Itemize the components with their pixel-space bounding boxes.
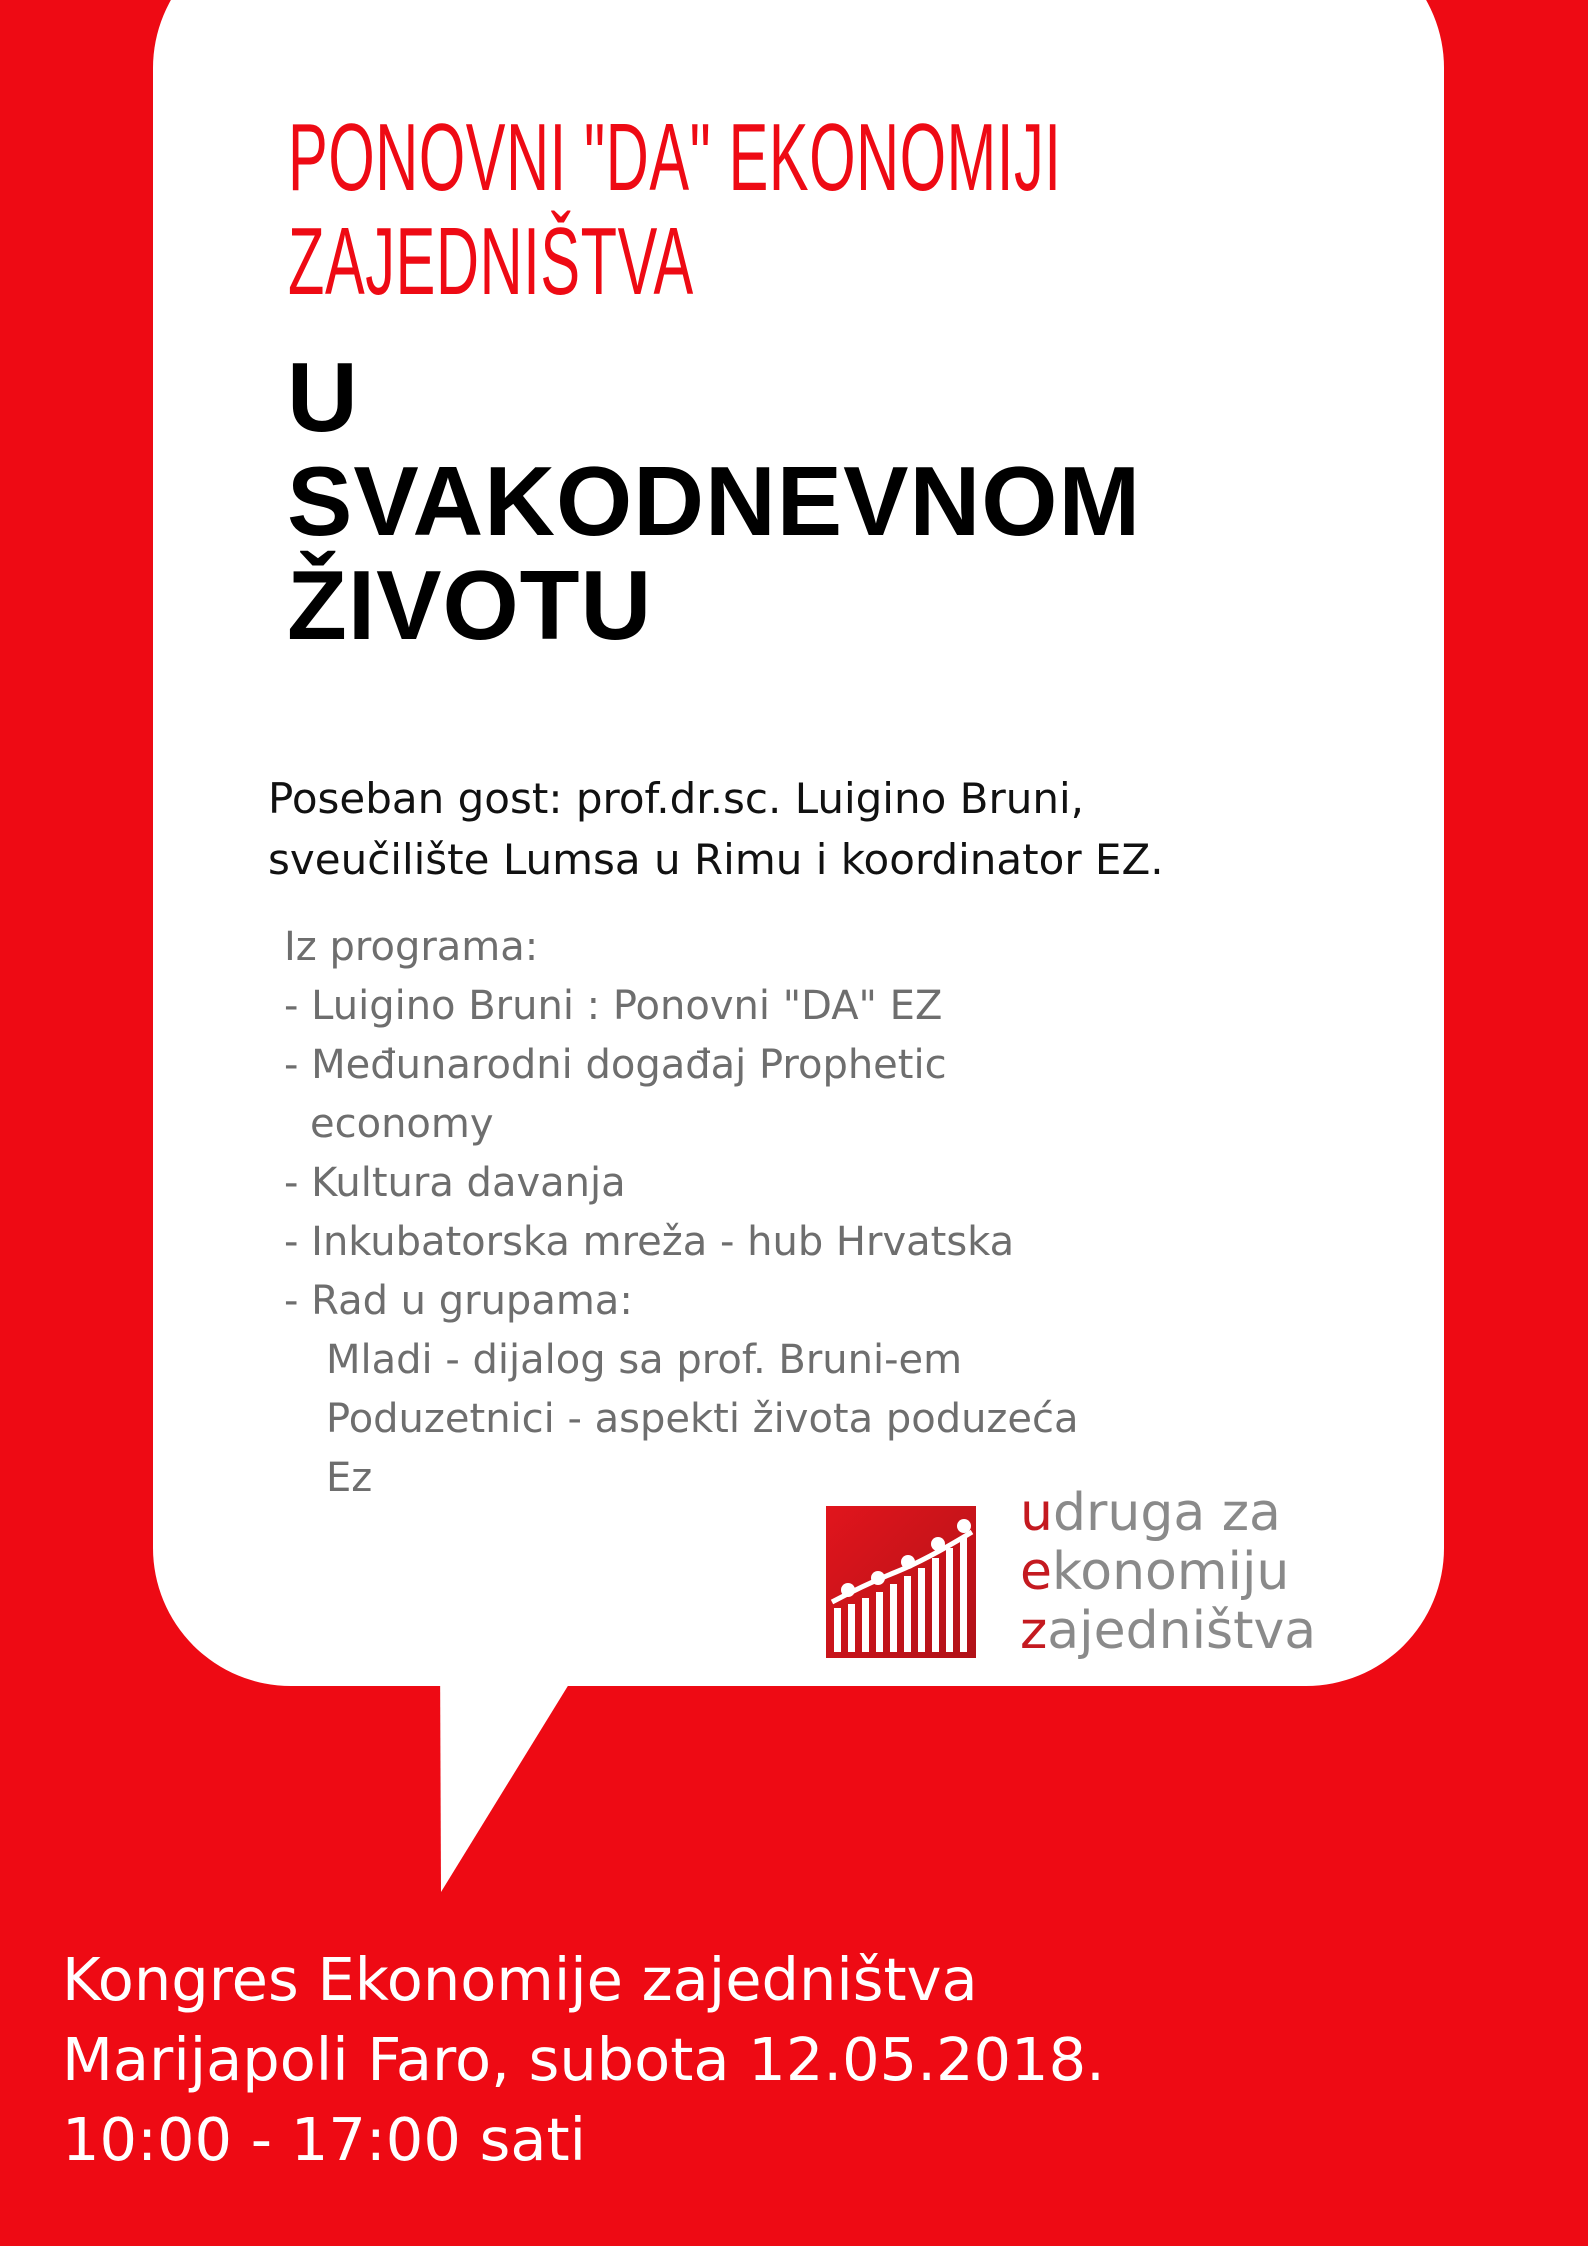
headline-black — [287, 342, 1142, 660]
program-heading: Iz programa: — [284, 924, 539, 970]
organization-logo-text — [1020, 1484, 1316, 1661]
headline-black-line-2: SVAKODNEVNOM — [287, 446, 1142, 556]
program-subitem: Ez — [326, 1455, 373, 1501]
logo-text-line-1: udruga za — [1020, 1483, 1281, 1543]
special-guest-line-2: sveučilište Lumsa u Rimu i koordinator EZ. — [268, 835, 1164, 884]
program-item: - Kultura davanja — [284, 1160, 626, 1206]
special-guest-line-1: Poseban gost: prof.dr.sc. Luigino Bruni, — [268, 774, 1084, 823]
headline-red-line-2: ZAJEDNIŠTVA — [288, 208, 694, 315]
program-list — [284, 918, 1079, 1508]
headline-red — [288, 104, 1062, 315]
program-subitem: Mladi - dijalog sa prof. Bruni-em — [326, 1337, 963, 1383]
event-details — [62, 1940, 1105, 2180]
program-subitem: Poduzetnici - aspekti života poduzeća — [326, 1396, 1079, 1442]
program-item: - Inkubatorska mreža - hub Hrvatska — [284, 1219, 1015, 1265]
program-item: economy — [310, 1101, 494, 1147]
headline-black-line-3: ŽIVOTU — [287, 550, 653, 660]
event-time: 10:00 - 17:00 sati — [62, 2105, 587, 2174]
rising-bars-people-icon — [826, 1506, 976, 1658]
logo-text-line-2: ekonomiju — [1020, 1542, 1290, 1602]
event-location-date: Marijapoli Faro, subota 12.05.2018. — [62, 2025, 1105, 2094]
program-item: - Međunarodni događaj Prophetic — [284, 1042, 947, 1088]
program-item: - Rad u grupama: — [284, 1278, 633, 1324]
headline-black-line-1: U — [287, 342, 359, 452]
headline-red-line-1: PONOVNI "DA" EKONOMIJI — [288, 104, 1062, 211]
program-item: - Luigino Bruni : Ponovni "DA" EZ — [284, 983, 943, 1029]
special-guest — [268, 768, 1164, 890]
event-name: Kongres Ekonomije zajedništva — [62, 1945, 978, 2014]
logo-text-line-3: zajedništva — [1020, 1601, 1317, 1661]
